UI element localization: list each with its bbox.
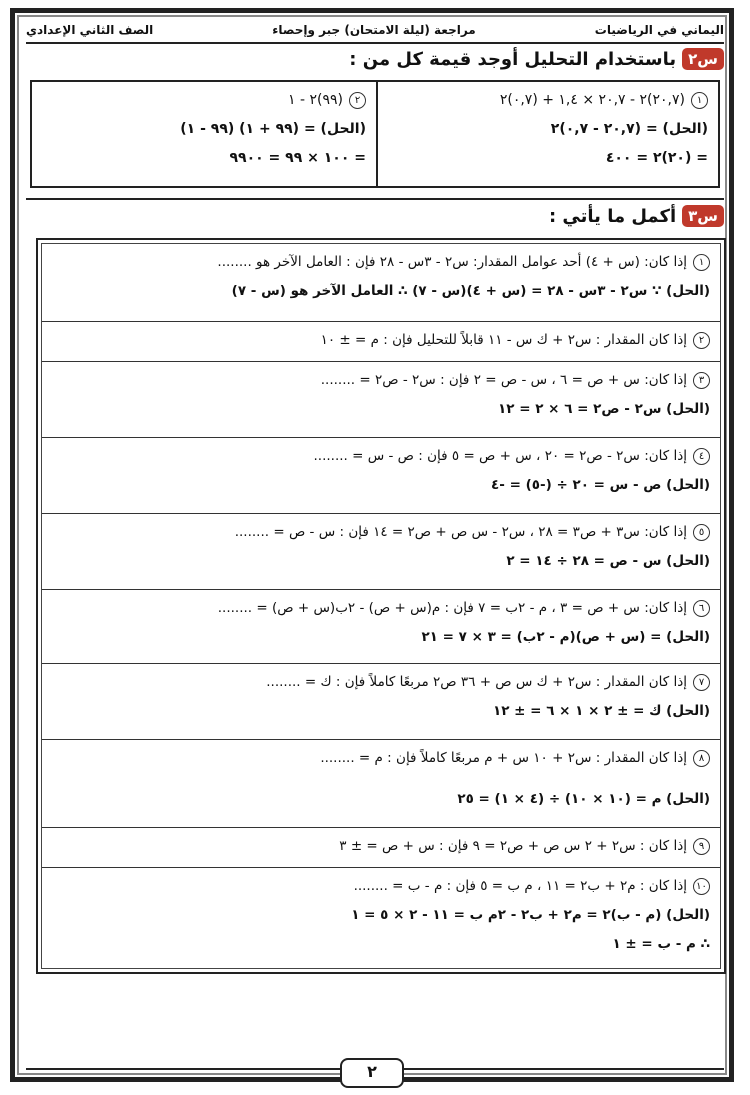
header-subject: اليماني في الرياضيات: [594, 23, 724, 37]
q2-item-6-problem: إذا كان: س + ص = ٣ ، م - ٢ب = ٧ فإن : م(س + ص) - ٢ب(س + ص) = ........: [217, 600, 687, 616]
q1-item-2: [32, 82, 376, 186]
q2-item-9-problem: إذا كان : س٢ + ٢ س ص + ص٢ = ٩ فإن : س + ص = ± ٣: [339, 838, 687, 854]
q2-item-4-solution: (الحل) ص - س = ٢٠ ÷ (-٥) = -٤: [491, 477, 710, 493]
q2-item-10-solution: (الحل) (م - ب)٢ = م٢ + ب٢ - ٢م ب = ١١ - ٢ × ٥ = ١: [351, 907, 710, 923]
q2-box: [36, 238, 726, 974]
q2-item-6-solution: (الحل) = (س + ص)(م - ٢ب) = ٣ × ٧ = ٢١: [421, 629, 710, 645]
q1-item-1-result: = (٢٠)٢ = ٤٠٠: [605, 150, 708, 166]
q2-item-8: [42, 740, 720, 828]
q1-item-2-problem: (٩٩)٢ - ١: [288, 92, 343, 108]
q2-list: [41, 243, 721, 969]
q2-item-2-problem: إذا كان المقدار : س٢ + ك س - ١١ قابلاً للتحليل فإن : م = ± ١٠: [320, 332, 687, 348]
q2-item-9: [42, 828, 720, 868]
q1-heading: [349, 48, 724, 70]
q1-item-2-solution: (الحل) = (٩٩ + ١) (٩٩ - ١): [180, 121, 366, 137]
q2-item-5: [42, 514, 720, 590]
q1-item-1-solution: (الحل) = (٢٠,٧ - ٠,٧)٢: [550, 121, 708, 137]
q1-item-2-result: = ١٠٠ × ٩٩ = ٩٩٠٠: [229, 150, 366, 166]
q2-item-7-solution: (الحل) ك = ± ٢ × ١ × ٦ = ± ١٢: [492, 703, 710, 719]
q2-item-5-number: ٥: [693, 524, 710, 541]
header-title: مراجعة (ليلة الامتحان) جبر وإحصاء: [272, 23, 476, 37]
page-header: [26, 18, 724, 44]
q1-item-2-number: ٢: [349, 92, 366, 109]
q2-badge: س٣: [682, 205, 724, 227]
q2-item-1-solution: (الحل) ∵ س٢ - ٣س - ٢٨ = (س + ٤)(س - ٧) ∴ العامل الآخر هو (س - ٧): [231, 283, 710, 299]
q1-title: باستخدام التحليل أوجد قيمة كل من :: [349, 48, 677, 70]
q2-item-5-problem: إذا كان: س٣ + ص٣ = ٢٨ ، س٢ - س ص + ص٢ = ١٤ فإن : س - ص = ........: [234, 524, 687, 540]
q2-item-2-number: ٢: [693, 332, 710, 349]
q2-item-8-solution: (الحل) م = (١٠ × ١٠) ÷ (٤ × ١) = ٢٥: [457, 791, 710, 807]
q1-box: [30, 80, 720, 188]
q2-item-3-number: ٣: [693, 372, 710, 389]
q2-item-3-solution: (الحل) س٢ - ص٢ = ٦ × ٢ = ١٢: [498, 401, 710, 417]
q2-item-1-problem: إذا كان: (س + ٤) أحد عوامل المقدار: س٢ - ٣س - ٢٨ فإن : العامل الآخر هو ........: [217, 254, 687, 270]
header-grade: الصف الثاني الإعدادي: [26, 23, 154, 37]
q2-item-6-number: ٦: [693, 600, 710, 617]
q2-item-4-problem: إذا كان: س٢ - ص٢ = ٢٠ ، س + ص = ٥ فإن : ص - س = ........: [313, 448, 687, 464]
q2-item-8-number: ٨: [693, 750, 710, 767]
q1-item-1: [376, 82, 718, 186]
q2-item-10-problem: إذا كان : م٢ + ب٢ = ١١ ، م ب = ٥ فإن : م - ب = ........: [353, 878, 687, 894]
q2-item-6: [42, 590, 720, 664]
q1-item-1-problem: (٢٠,٧)٢ - ٢٠,٧ × ١,٤ + (٠,٧)٢: [499, 92, 685, 108]
q2-item-10-number: ١٠: [693, 878, 710, 895]
q2-item-5-solution: (الحل) س - ص = ٢٨ ÷ ١٤ = ٢: [506, 553, 710, 569]
q2-item-2: [42, 322, 720, 362]
q2-item-4-number: ٤: [693, 448, 710, 465]
q2-item-4: [42, 438, 720, 514]
q2-item-9-number: ٩: [693, 838, 710, 855]
q2-item-7: [42, 664, 720, 740]
q1-badge: س٢: [682, 48, 724, 70]
q2-item-7-number: ٧: [693, 674, 710, 691]
q2-item-1: [42, 244, 720, 322]
q2-item-1-number: ١: [693, 254, 710, 271]
q2-item-8-problem: إذا كان المقدار : س٢ + ١٠ س + م مربعًا كاملاً فإن : م = ........: [320, 750, 687, 766]
page-number: ٢: [340, 1058, 404, 1088]
q1-item-1-number: ١: [691, 92, 708, 109]
q2-item-10: [42, 868, 720, 978]
q2-item-7-problem: إذا كان المقدار : س٢ + ك س ص + ٣٦ ص٢ مربعًا كاملاً فإن : ك = ........: [266, 674, 687, 690]
section-divider: [26, 198, 724, 200]
q2-item-3: [42, 362, 720, 438]
q2-item-3-problem: إذا كان: س + ص = ٦ ، س - ص = ٢ فإن : س٢ - ص٢ = ........: [320, 372, 687, 388]
q2-title: أكمل ما يأتي :: [548, 205, 677, 227]
q2-heading: [549, 205, 724, 227]
q2-item-10-result: ∴ م - ب = ± ١: [612, 936, 710, 952]
